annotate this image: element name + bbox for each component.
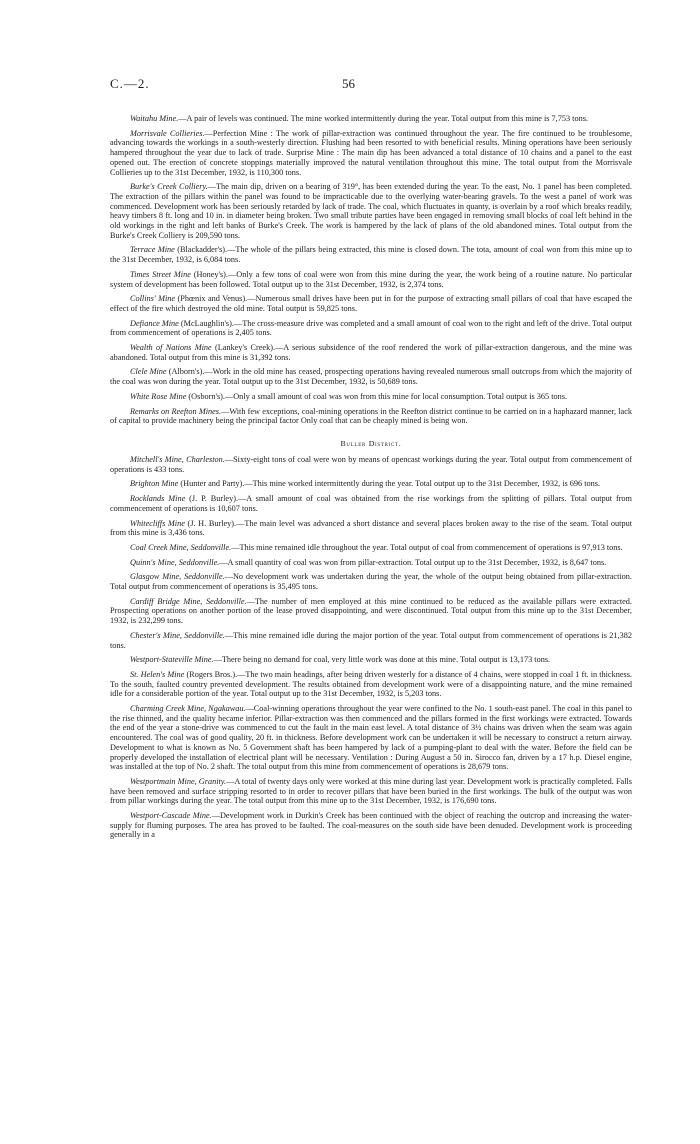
mine-report-paragraph	[110, 407, 632, 426]
paragraph-text: (McLaughlin's).—The cross-measure drive was completed and a small amount of coal won to the right and left of the drive. Total output from commencement of operations is 2,405 tons.	[110, 318, 632, 338]
mine-name: Glasgow Mine, Seddonville.	[130, 572, 225, 582]
paragraph-text: (Honey's).—Only a few tons of coal were won from this mine during the year, the work being of a routine nature. No particular system of development has been followed. Total output up to the 31st December, 1932, is 2,374 tons.	[110, 269, 632, 289]
mine-report-paragraph	[110, 479, 632, 489]
mine-report-paragraph	[110, 558, 632, 568]
mine-name: Rocklands Mine	[130, 494, 186, 504]
mine-name: Morrisvale Collieries.	[130, 128, 205, 138]
paragraph-text: (J. H. Burley).—The main level was advanced a short distance and several places broken away to the rise of the seam. Total output from this mine is 3,436 tons.	[110, 518, 632, 538]
mine-name: Remarks on Reefton Mines.	[130, 406, 222, 416]
paragraph-text: —The main dip, driven on a bearing of 319°, has been extended during the year. To the east, No. 1 panel has been completed. The extraction of the pillars within the panel was found to be impracticable due to the overlying water-bearing gravels. To the west a panel of work was commenced. Development work has been seriously retarded by lack of trade. The coal, which fluctuates in quanty, is overlain by a roof which breaks readily, heavy timbers 8 ft. long and 10 in. in diameter being broken. Two small tribute parties have been engaged in removing small blocks of coal left behind in the old workings in the right and left banks of Burke's Creek. The work is hampered by the lack of plans of the old abandoned mines. Total output from the Burke's Creek Colliery is 209,590 tons.	[110, 182, 632, 240]
mine-name: Westportmain Mine, Granity.	[130, 776, 227, 786]
page-header	[110, 76, 632, 96]
paragraph-text: (Lankey's Creek).—A serious subsidence of the roof rendered the work of pillar-extraction dangerous, and the mine was abandoned. Total output from this mine is 31,392 tons.	[110, 343, 633, 362]
mine-report-paragraph	[110, 519, 632, 538]
mine-report-paragraph	[110, 343, 632, 362]
paragraph-text: —There being no demand for coal, very little work was done at this mine. Total output is 13,173 tons.	[213, 655, 551, 665]
mine-report-paragraph	[110, 367, 632, 386]
mine-name: Chester's Mine, Seddonville.	[130, 630, 225, 640]
mine-name: Times Street Mine	[130, 269, 191, 279]
paragraph-text: —With few exceptions, coal-mining operations in the Reefton district continue to be carried on in a haphazard manner, lack of capital to provide machinery being the principal factor Only coal that can be cheaply mined is being won.	[110, 406, 632, 426]
paragraph-text: —Perfection Mine : The work of pillar-extraction was continued throughout the year. The fire continued to be troublesome, advancing towards the workings in a south-westerly direction. Flushing had been resorted to with beneficial results. Mining operations have been seriously hampered throughout the year due to lack of trade. Surprise Mine : The main dip has been advanced a total distance of 10 chains and a panel to the east opened out. The erection of concrete stoppings materially improved the natural ventilation throughout this mine. The total output from the Morrisvale Collieries up to the 31st December, 1932, is 110,300 tons.	[110, 128, 633, 177]
mine-name: Westport-Stateville Mine.	[130, 655, 214, 665]
paragraph-text: —This mine remained idle during the major portion of the year. Total output from commencement of operations is 21,382 tons.	[110, 630, 632, 650]
paragraph-text: —No development work was undertaken during the year, the whole of the output being obtained from pillar-extraction. Total output from commencement of operations is 35,495 tons.	[110, 572, 632, 592]
mine-name: Whitecliffs Mine	[130, 518, 185, 528]
mine-name: Waitahu Mine.	[130, 114, 179, 123]
mine-name: Cardiff Bridge Mine, Seddonville.	[130, 596, 247, 606]
mine-report-paragraph	[110, 572, 632, 591]
document-code: C.—2.	[110, 76, 150, 91]
mine-report-paragraph	[110, 270, 632, 289]
mine-report-paragraph	[110, 655, 632, 665]
mine-name: Brighton Mine	[130, 479, 179, 489]
mine-name: Burke's Creek Colliery.	[130, 182, 208, 192]
mine-name: Coal Creek Mine, Seddonville.	[130, 542, 232, 552]
mine-report-paragraph	[110, 114, 632, 124]
mine-report-paragraph	[110, 455, 632, 474]
paragraph-text: —Coal-winning operations throughout the year were confined to the No. 1 south-east panel. The coal in this panel to the rise thinned, and the quality became inferior. Pillar-extraction was then commenced and the pillars formed in the first workings were extracted. Towards the end of the year a stone-drive was commenced to cut the fault in the main east level. A total distance of 3½ chains was driven when the seam was again encountered. The coal was of good quality, 20 ft. in thickness. Before development work can be undertaken it will be necessary to construct a return airway. Development to what is known as No. 5 Government shaft has been hampered by lack of a pumping-plant to deal with the water. Before the field can be properly developed the installation of electrical plant will be necessary. Ventilation : During August a 50 in. Sirocco fan, driven by a 17 h.p. Diesel engine, was installed at the top of No. 2 shaft. The total output from this mine from commencement of operations is 28,679 tons.	[110, 704, 632, 772]
paragraph-text: (Alborn's).—Work in the old mine has ceased, prospecting operations having revealed numerous small outcrops from which the majority of the coal was won during the year. Total output up to the 31st December, 1932, is 50,689 tons.	[110, 367, 632, 387]
mine-report-paragraph	[110, 597, 632, 626]
mine-report-paragraph	[110, 704, 632, 772]
report-body	[110, 114, 632, 840]
paragraph-text: —A pair of levels was continued. The mine worked intermittently during the year. Total output from this mine is 7,753 tons.	[178, 114, 588, 123]
mine-report-paragraph	[110, 494, 632, 513]
mine-name: Mitchell's Mine, Charleston.	[130, 454, 225, 464]
paragraph-text: (Rogers Bros.).—The two main headings, after being driven westerly for a distance of 4 chains, were stopped in coal 1 ft. in thickness. To the south, faulted country prevented development. The results obtained from development work were of a disappointing nature, and the mine remained idle for a considerable portion of the year. Total output up to the 31st December, 1932, is 5,203 tons.	[110, 669, 632, 699]
mine-name: Clele Mine	[130, 367, 167, 377]
mine-name: Charming Creek Mine, Ngakawau.	[130, 704, 246, 714]
paragraph-text: —Sixty-eight tons of coal were won by means of opencast workings during the year. Total output from commencement of operations is 433 tons.	[110, 454, 632, 474]
paragraph-text: —Development work in Durkin's Creek has been continued with the object of reaching the outcrop and increasing the water-supply for fluming purposes. The area has proved to be faulted. The coal-measures on the south side have been denuded. Development work is proceeding generally in a	[110, 811, 632, 840]
paragraph-text: —A small quantity of coal was won from pillar-extraction. Total output up to the 31st December, 1932, is 8,647 tons.	[219, 557, 607, 567]
mine-name: Wealth of Nations Mine	[130, 343, 212, 353]
paragraph-text: (Hunter and Party).—This mine worked intermittently during the year. Total output up to the 31st December, 1932, is 696 tons.	[178, 479, 601, 489]
mine-report-paragraph	[110, 777, 632, 806]
paragraph-text: —A total of twenty days only were worked at this mine during last year. Development work is practically completed. Falls have been removed and surface stripping resorted to in order to recover pillars that have been buried in the first workings. The bulk of the output was won from pillar workings during the year. The total output from this mine up to the 31st December, 1932, is 176,690 tons.	[110, 776, 632, 806]
mine-report-paragraph	[110, 631, 632, 650]
mine-name: St. Helen's Mine	[130, 669, 185, 679]
section-heading: Buller District.	[340, 438, 402, 448]
mine-report-paragraph	[110, 245, 632, 264]
mine-report-paragraph	[110, 129, 632, 178]
mine-report-paragraph	[110, 319, 632, 338]
mine-name: Westport-Cascade Mine.	[130, 811, 212, 821]
mine-name: White Rose Mine	[130, 391, 187, 401]
paragraph-text: —This mine remained idle throughout the year. Total output of coal from commencement of operations is 97,913 tons.	[231, 542, 623, 552]
paragraph-text: —The number of men employed at this mine continued to be reduced as the available pillars were extracted. Prospecting operations on another portion of the lease proved disappointing, and were discontinued. Total output from this mine up to the 31st December, 1932, is 232,299 tons.	[110, 596, 632, 626]
paragraph-text: (Phœnix and Venus).—Numerous small drives have been put in for the purpose of extracting small pillars of coal that have escaped the effect of the fire which destroyed the old mine. Total output is 59,825 tons.	[110, 294, 633, 313]
page-number: 56	[342, 76, 355, 91]
mine-name: Quinn's Mine, Seddonville.	[130, 557, 220, 567]
mine-report-paragraph	[110, 543, 632, 553]
mine-name: Collins' Mine	[130, 294, 176, 304]
mine-report-paragraph	[110, 182, 632, 240]
mine-name: Defiance Mine	[130, 318, 179, 328]
mine-name: Terrace Mine	[130, 245, 175, 255]
mine-report-paragraph	[110, 670, 632, 699]
paragraph-text: (Blackadder's).—The whole of the pillars being extracted, this mine is closed down. The tota, amount of coal won from this mine up to the 31st December, 1932, is 6,084 tons.	[110, 245, 632, 265]
paragraph-text: (J. P. Burley).—A small amount of coal was obtained from the rise workings from the splitting of pillars. Total output from commencement of operations is 10,607 tons.	[110, 494, 632, 513]
mine-report-paragraph	[110, 392, 632, 402]
mine-report-paragraph	[110, 811, 632, 840]
paragraph-text: (Osborn's).—Only a small amount of coal was won from this mine for local consumption. Total output is 365 tons.	[186, 391, 568, 401]
mine-report-paragraph	[110, 294, 632, 313]
